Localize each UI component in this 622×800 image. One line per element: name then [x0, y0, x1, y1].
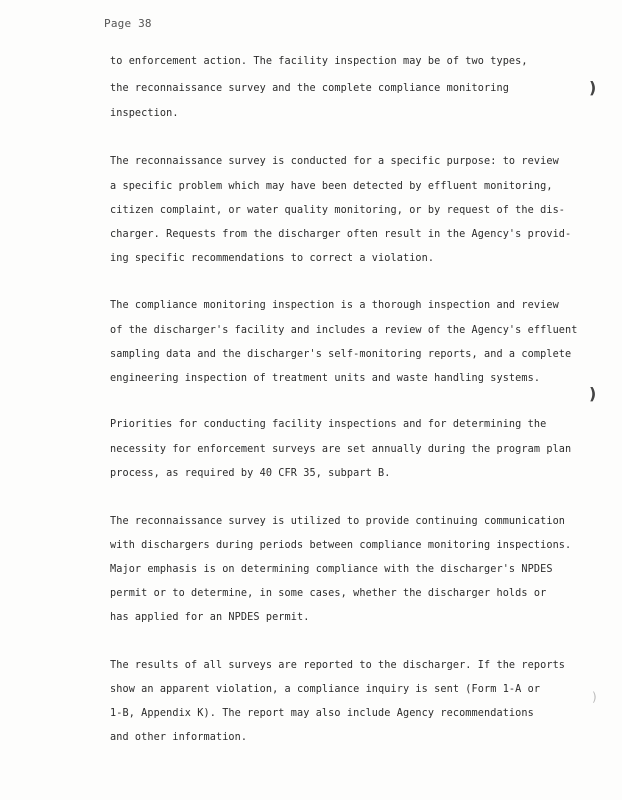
paragraph-1-line-2: the reconnaissance survey and the complete compliance monitoring [110, 83, 509, 94]
paragraph-3-line-1: The compliance monitoring inspection is a thorough inspection and review [110, 300, 559, 311]
paragraph-5-line-1: The reconnaissance survey is utilized to provide continuing communication [110, 516, 566, 527]
paragraph-2-line-2: a specific problem which may have been detected by effluent monitoring, [110, 181, 553, 192]
paragraph-2-line-5: ing specific recommendations to correct a violation. [110, 253, 435, 264]
paragraph-6-line-2: show an apparent violation, a compliance inquiry is sent (Form 1-A or [110, 684, 541, 695]
paragraph-5-line-2: with dischargers during periods between compliance monitoring inspections. [110, 540, 572, 551]
paragraph-2-line-4: charger. Requests from the discharger often result in the Agency's provid- [110, 229, 572, 240]
paragraph-3-line-2: of the discharger's facility and includes a review of the Agency's effluent [110, 325, 578, 336]
paragraph-1-line-3: inspection. [110, 108, 179, 119]
paragraph-4-line-1: Priorities for conducting facility inspections and for determining the [110, 419, 547, 430]
paragraph-5-line-4: permit or to determine, in some cases, whether the discharger holds or [110, 588, 547, 599]
paragraph-3-line-3: sampling data and the discharger's self-monitoring reports, and a complete [110, 349, 572, 360]
paragraph-5-line-5: has applied for an NPDES permit. [110, 612, 310, 623]
punch-hole-mark-middle: ) [589, 384, 597, 403]
punch-hole-mark-bottom: ) [592, 690, 597, 704]
paragraph-2-line-1: The reconnaissance survey is conducted for a specific purpose: to review [110, 156, 559, 167]
page-number: Page 38 [104, 17, 152, 30]
paragraph-6-line-4: and other information. [110, 732, 248, 743]
paragraph-6-line-3: 1-B, Appendix K). The report may also include Agency recommendations [110, 708, 534, 719]
paragraph-4-line-3: process, as required by 40 CFR 35, subpart B. [110, 468, 391, 479]
paragraph-2-line-3: citizen complaint, or water quality monitoring, or by request of the dis- [110, 205, 566, 216]
punch-hole-mark-top: ) [589, 78, 597, 97]
paragraph-3-line-4: engineering inspection of treatment units and waste handling systems. [110, 373, 541, 384]
paragraph-1-line-1: to enforcement action. The facility inspection may be of two types, [110, 56, 528, 67]
paragraph-5-line-3: Major emphasis is on determining compliance with the discharger's NPDES [110, 564, 553, 575]
paragraph-4-line-2: necessity for enforcement surveys are set annually during the program plan [110, 444, 572, 455]
paragraph-6-line-1: The results of all surveys are reported to the discharger. If the reports [110, 660, 566, 671]
